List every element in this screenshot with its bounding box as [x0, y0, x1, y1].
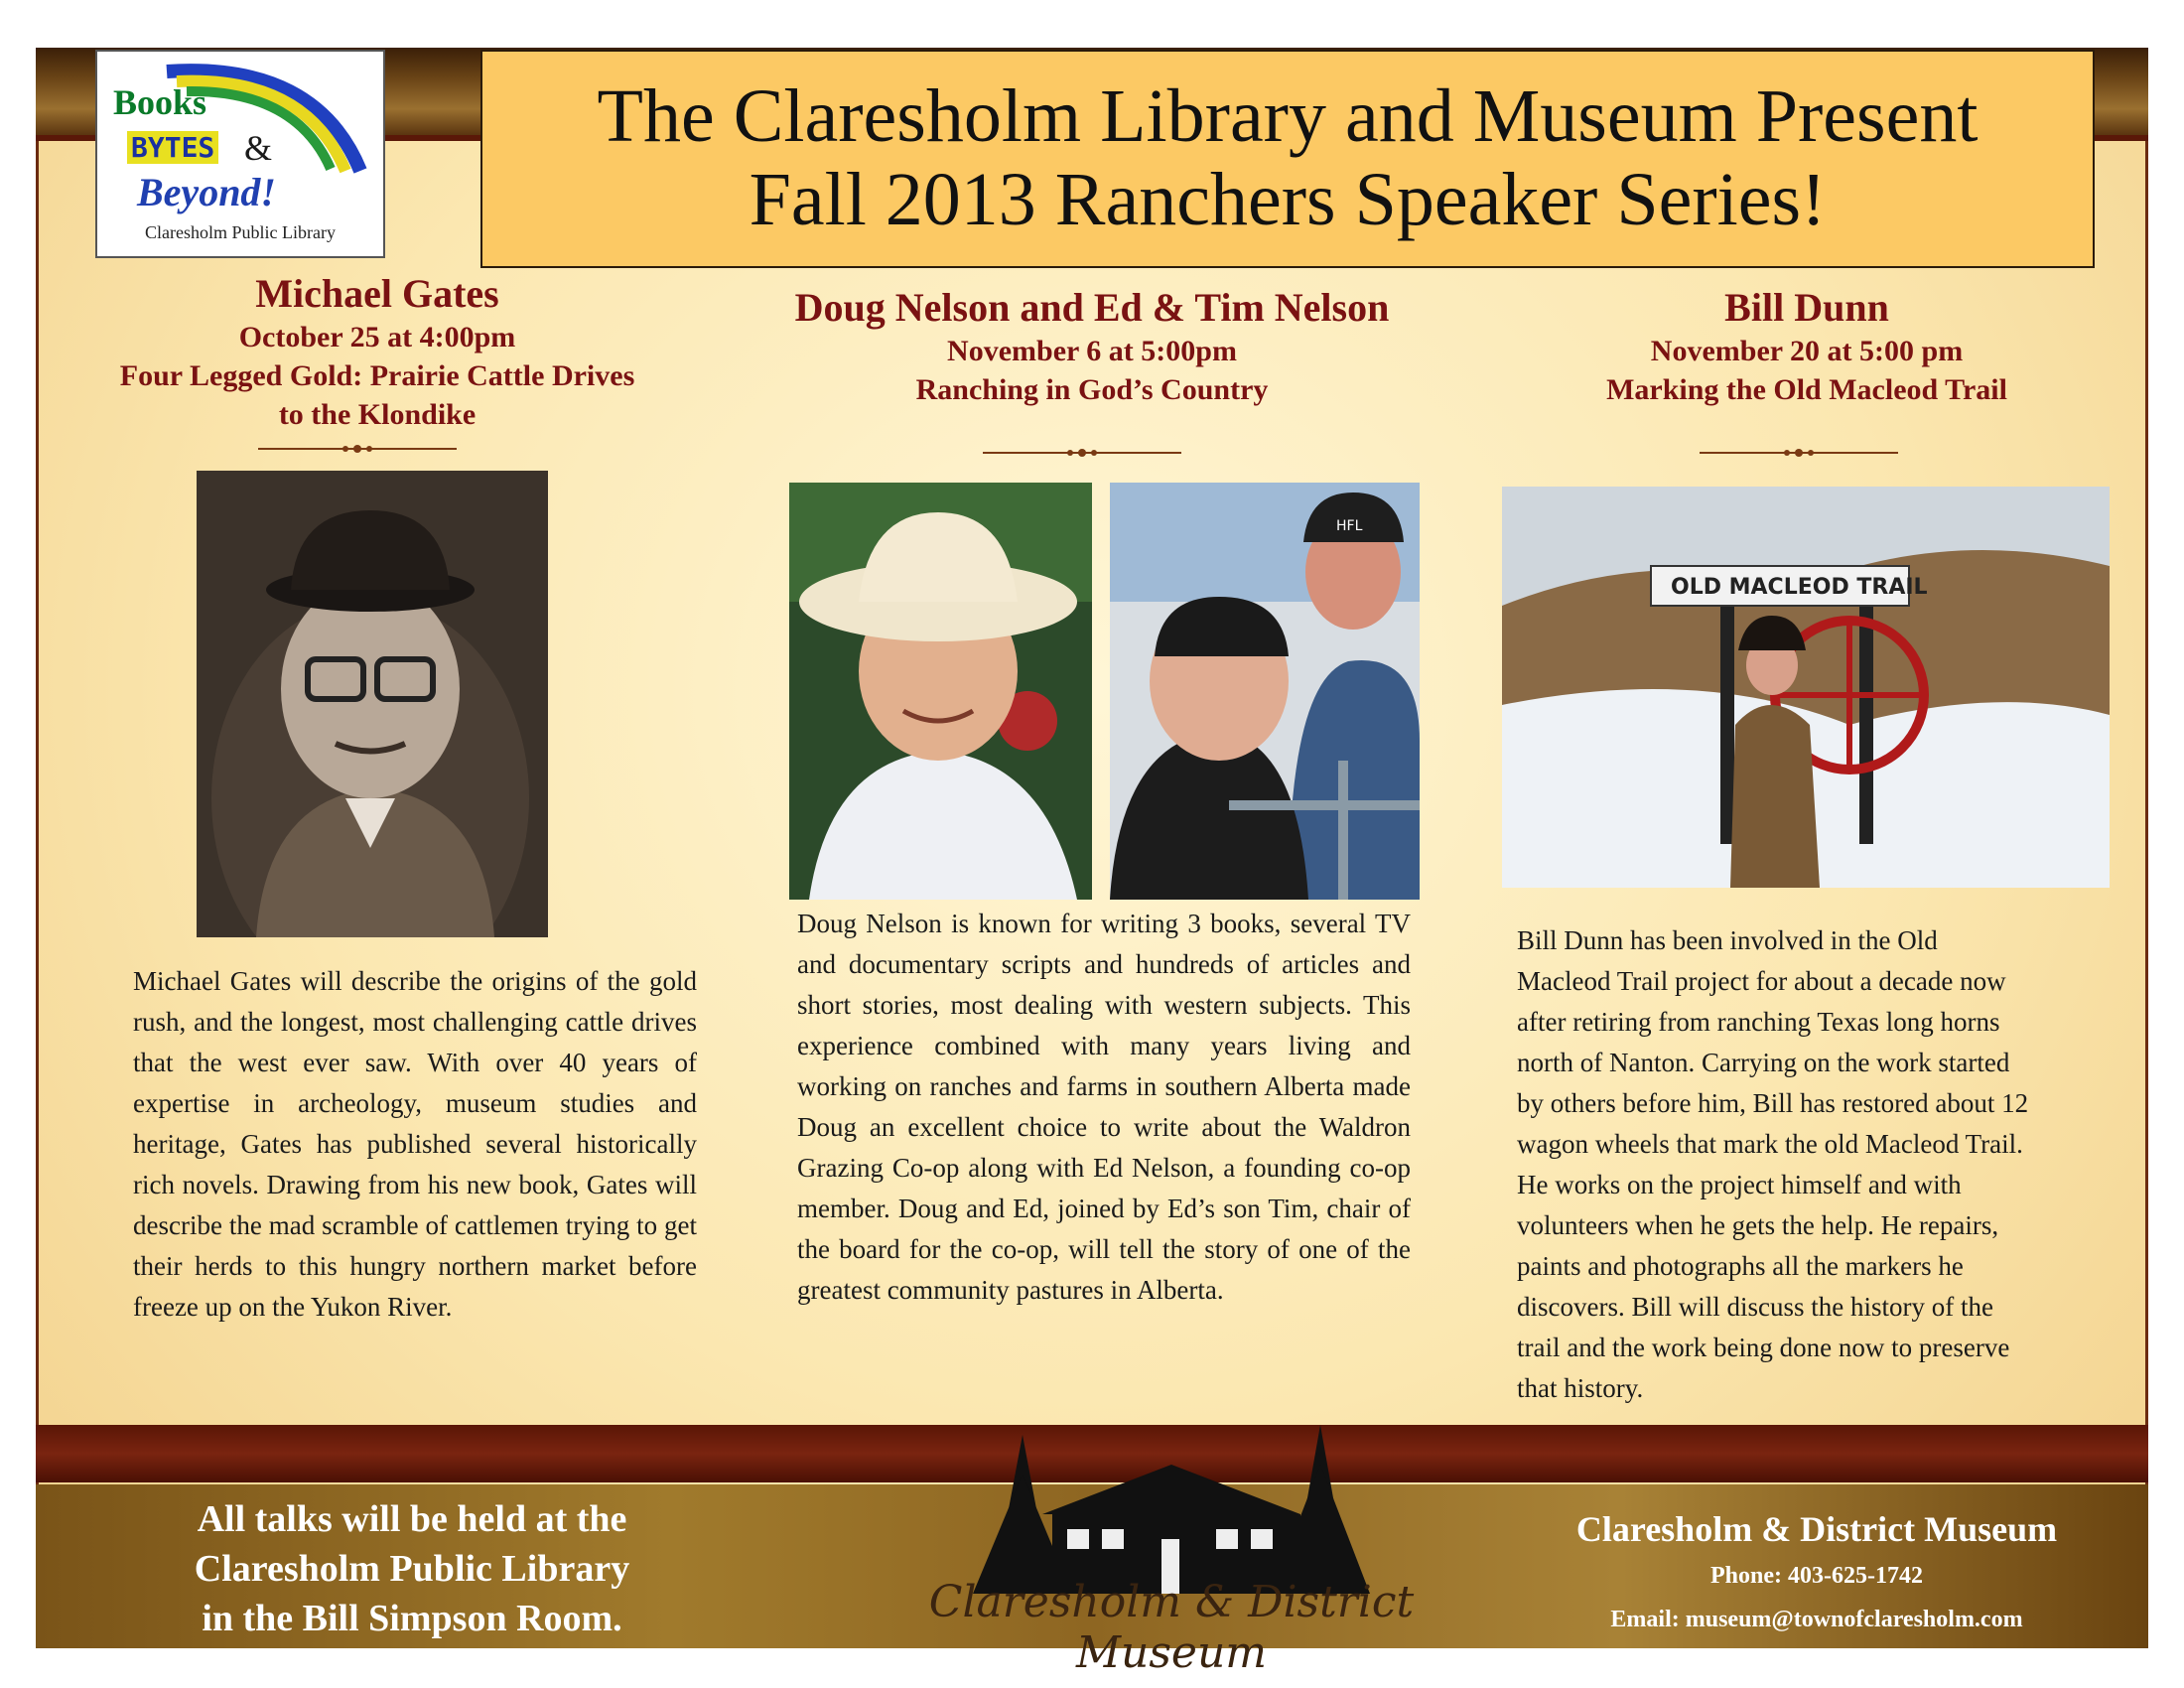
title-banner: [480, 50, 2095, 268]
title-line-2: Fall 2013 Ranchers Speaker Series!: [749, 158, 1827, 241]
speaker-1-date: October 25 at 4:00pm: [238, 321, 516, 353]
speaker-3-desc-line: paints and photographs all the markers he: [1517, 1251, 1964, 1281]
speaker-1-heading: [69, 270, 685, 434]
speaker-2-heading: [735, 284, 1449, 409]
speaker-2-topic: Ranching in God’s Country: [915, 373, 1269, 406]
speaker-3-desc-line: that history.: [1517, 1373, 1644, 1403]
speaker-3-desc-line: He works on the project himself and with: [1517, 1170, 1962, 1199]
museum-name: Claresholm & District Museum: [1575, 1509, 2058, 1549]
ed-tim-nelson-photo: [1110, 483, 1420, 900]
logo-bytes-text: BYTES: [127, 131, 218, 164]
museum-email: Email: museum@townofclaresholm.com: [1610, 1607, 2023, 1632]
speaker-1-topic-2: to the Klondike: [278, 398, 477, 431]
venue-line-3: in the Bill Simpson Room.: [202, 1598, 622, 1639]
speaker-3-desc-line: by others before him, Bill has restored about 12: [1517, 1088, 2029, 1118]
speaker-2-date: November 6 at 5:00pm: [947, 335, 1237, 367]
speaker-3-desc-line: north of Nanton. Carrying on the work started: [1517, 1048, 2010, 1077]
museum-phone: Phone: 403-625-1742: [1710, 1563, 1923, 1589]
logo-beyond-text: Beyond!: [137, 170, 276, 214]
ornament-divider-1: [258, 443, 457, 455]
speaker-3-heading: [1549, 284, 2065, 409]
michael-gates-photo: [197, 471, 548, 937]
speaker-3-desc-line: discovers. Bill will discuss the history of the: [1517, 1292, 1993, 1322]
speaker-3-date: November 20 at 5:00 pm: [1650, 335, 1964, 367]
speaker-1-name: Michael Gates: [255, 271, 499, 316]
library-logo: [95, 50, 385, 258]
speaker-1-topic-1: Four Legged Gold: Prairie Cattle Drives: [119, 359, 635, 392]
speaker-2-name: Doug Nelson and Ed & Tim Nelson: [794, 285, 1390, 330]
venue-line-2: Claresholm Public Library: [194, 1548, 630, 1590]
venue-line-1: All talks will be held at the: [197, 1498, 627, 1540]
speaker-3-desc-line: Bill Dunn has been involved in the Old: [1517, 925, 1938, 955]
ornament-divider-3: [1700, 447, 1898, 459]
speaker-3-desc-line: after retiring from ranching Texas long horns: [1517, 1007, 2000, 1037]
speaker-3-desc-line: trail and the work being done now to preserve: [1517, 1333, 2010, 1362]
doug-nelson-photo: [789, 483, 1092, 900]
speaker-1-description: Michael Gates will describe the origins of the gold rush, and the longest, most challenging cattle drives that the west ever saw. With over 40 years of expertise in archeology, museum studies and heritage, Gates has published several historically rich novels. Drawing from his new book, Gates will describe the mad scramble of cattlemen trying to get their herds to this hungry northern market before freeze up on the Yukon River.: [133, 966, 697, 1322]
ornament-divider-2: [983, 447, 1181, 459]
speaker-3-desc-line: volunteers when he gets the help. He repairs,: [1517, 1210, 1999, 1240]
speaker-3-desc-line: Macleod Trail project for about a decade now: [1517, 966, 2006, 996]
logo-books-text: Books: [113, 82, 207, 122]
title-line-1: The Claresholm Library and Museum Present: [597, 74, 1979, 159]
logo-ampersand: &: [244, 128, 273, 168]
bill-dunn-photo: [1502, 487, 2110, 888]
speaker-2-description: Doug Nelson is known for writing 3 books, several TV and documentary scripts and hundreds of articles and short stories, most dealing with western subjects. This experience combined with many years living and working on ranches and farms in southern Alberta made Doug an excellent choice to write about the Waldron Grazing Co-op along with Ed Nelson, a founding co-op member. Doug and Ed, joined by Ed’s son Tim, chair of the board for the co-op, will tell the story of one of the greatest community pastures in Alberta.: [797, 909, 1411, 1305]
trail-sign-text: OLD MACLEOD TRAIL: [1671, 575, 1928, 600]
museum-contact: [1529, 1504, 2105, 1641]
museum-logo-text: Claresholm & District Museum: [928, 1577, 1415, 1678]
speaker-3-description: [1517, 920, 2124, 1409]
speaker-3-desc-line: wagon wheels that mark the old Macleod Trail.: [1517, 1129, 2023, 1159]
cap-logo-text: HFL: [1336, 518, 1363, 534]
speaker-3-name: Bill Dunn: [1724, 285, 1889, 330]
logo-caption: Claresholm Public Library: [145, 222, 336, 242]
venue-notice: [149, 1494, 675, 1643]
speaker-3-topic: Marking the Old Macleod Trail: [1606, 373, 2007, 406]
